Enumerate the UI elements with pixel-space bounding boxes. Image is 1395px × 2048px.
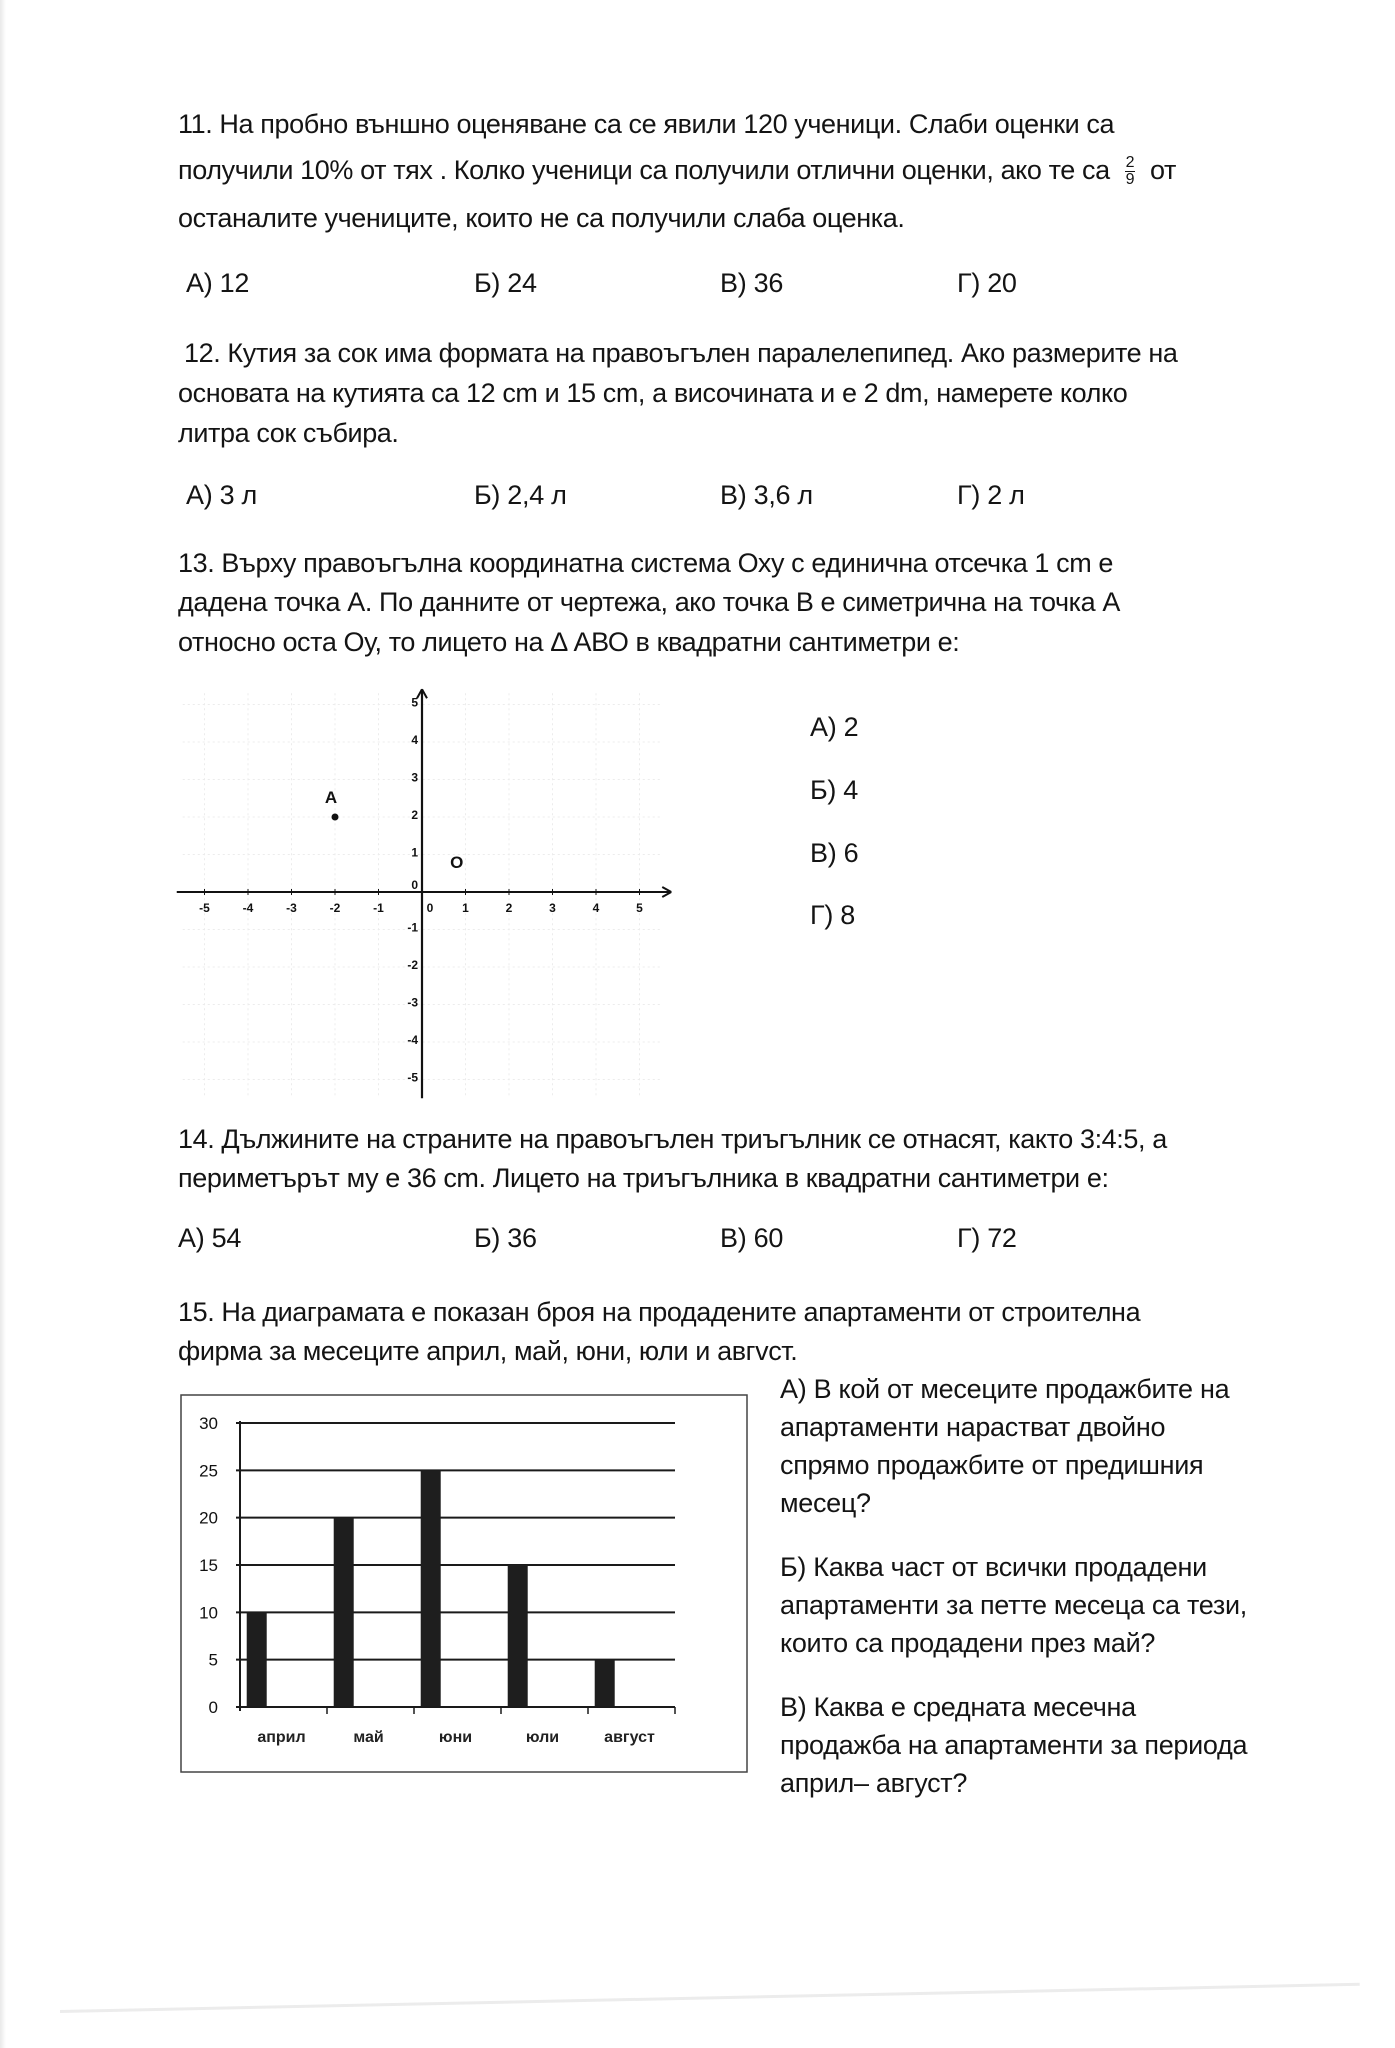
bar-август xyxy=(595,1660,615,1707)
y-tick-label: -3 xyxy=(407,995,418,1010)
fraction-numerator: 2 xyxy=(1125,154,1135,172)
chart-gridlines xyxy=(236,1423,675,1660)
y-tick-label: -4 xyxy=(407,1033,418,1047)
q12-option-b[interactable]: Б) 2,4 л xyxy=(474,480,567,510)
y-tick-label: 3 xyxy=(411,770,418,785)
y-tick-label: -2 xyxy=(407,958,418,972)
bar-юли xyxy=(508,1565,528,1707)
q13-line-3: относно оста Оу, то лицето на Δ АВО в квадратни сантиметри е: xyxy=(178,627,960,657)
chart-frame xyxy=(181,1395,747,1772)
y-tick-label: 2 xyxy=(411,808,418,822)
x-tick-label: -3 xyxy=(286,901,297,915)
point-o-label: O xyxy=(450,853,464,872)
q13-option-g[interactable]: Г) 8 xyxy=(810,900,855,930)
q14-option-g[interactable]: Г) 72 xyxy=(957,1223,1017,1253)
y-tick-label: 4 xyxy=(411,733,418,747)
x-tick-label: август xyxy=(604,1729,655,1746)
q11-line-3: останалите учениците, които не са получили слаба оценка. xyxy=(178,203,905,233)
x-tick-label: 0 xyxy=(426,901,434,915)
y-tick-label: -5 xyxy=(407,1070,418,1085)
q11-line-1: 11. На пробно външно оценяване са се явили 120 ученици. Слаби оценки са xyxy=(178,109,1115,139)
y-tick-label: 0 xyxy=(411,878,418,892)
coordinate-axes xyxy=(177,689,672,1098)
q12-option-v[interactable]: В) 3,6 л xyxy=(720,480,813,510)
x-tick-label: юни xyxy=(438,1729,473,1746)
q11-line-2 xyxy=(178,150,1176,190)
q13-line-1: 13. Върху правоъгълна координатна система Оху с единична отсечка 1 cm е xyxy=(178,548,1114,578)
q12-option-a[interactable]: А) 3 л xyxy=(186,480,257,510)
fraction-denominator: 9 xyxy=(1125,171,1135,189)
q15-c-line-1: В) Каква е средната месечна xyxy=(780,1692,1136,1722)
q11-option-v[interactable]: В) 36 xyxy=(720,268,784,298)
q15-a-line-3: спрямо продажбите от предишния xyxy=(780,1450,1204,1480)
x-tick-label: юли xyxy=(525,1729,560,1746)
x-tick-label: 5 xyxy=(636,901,643,915)
y-tick-label: 1 xyxy=(411,845,418,860)
q13-option-a[interactable]: А) 2 xyxy=(810,712,859,742)
q14-option-v[interactable]: В) 60 xyxy=(720,1223,784,1253)
q15-line-2: фирма за месеците април, май, юни, юли и авгvст. xyxy=(178,1336,798,1366)
q11-option-b[interactable]: Б) 24 xyxy=(474,268,537,298)
x-tick-label: май xyxy=(353,1729,384,1746)
q15-b-line-2: апартаменти за петте месеца са тези, xyxy=(780,1590,1247,1620)
q15-c-line-2: продажба на апартаменти за периода xyxy=(780,1730,1248,1760)
bar-юни xyxy=(421,1470,441,1707)
q15-subquestion-b xyxy=(780,1548,1290,1662)
point-a-label: A xyxy=(324,788,338,807)
x-tick-label: 4 xyxy=(592,901,600,915)
y-tick-label: 20 xyxy=(199,1508,218,1528)
point-a-marker xyxy=(332,814,339,821)
chart-x-tick-labels xyxy=(257,1729,655,1746)
bar-chart xyxy=(175,1385,755,1785)
y-tick-label: 5 xyxy=(411,695,418,710)
q13-option-v[interactable]: В) 6 xyxy=(810,838,859,868)
x-tick-label: -5 xyxy=(199,901,210,915)
y-tick-label: 10 xyxy=(199,1603,218,1623)
q15-b-line-1: Б) Каква част от всички продадени xyxy=(780,1552,1207,1582)
bar-април xyxy=(247,1612,267,1707)
q15-a-line-1: А) В кой от месеците продажбите на xyxy=(780,1374,1230,1404)
y-tick-label: 0 xyxy=(208,1698,218,1717)
chart-bars xyxy=(247,1470,615,1707)
q12-option-g[interactable]: Г) 2 л xyxy=(957,480,1025,510)
q15-a-line-4: месец? xyxy=(780,1488,871,1518)
scan-edge xyxy=(0,0,6,2048)
q14-option-b[interactable]: Б) 36 xyxy=(474,1223,537,1253)
q15-line-1: 15. На диаграмата е показан броя на продадените апартаменти от строителна xyxy=(178,1297,1141,1327)
q11-line-2-text: получили 10% от тях . Колко ученици са получили отлични оценки, ако те са xyxy=(178,155,1110,185)
q15-c-line-3: април– август? xyxy=(780,1768,968,1798)
y-tick-label: 15 xyxy=(199,1556,218,1575)
bar-май xyxy=(334,1518,354,1707)
chart-y-tick-labels xyxy=(199,1414,218,1717)
fraction-two-ninths xyxy=(1125,155,1135,188)
q11-option-g[interactable]: Г) 20 xyxy=(957,268,1017,298)
q12-line-2: основата на кутията са 12 cm и 15 cm, а височината и е 2 dm, намерете колко xyxy=(178,378,1128,408)
x-tick-label: 1 xyxy=(462,901,469,915)
coordinate-plot xyxy=(170,680,690,1100)
q12-line-1: 12. Кутия за сок има формата на правоъгълен паралелепипед. Ако размерите на xyxy=(184,338,1178,368)
q15-subquestion-a xyxy=(780,1370,1290,1522)
y-tick-label: 5 xyxy=(208,1650,218,1670)
x-tick-label: -1 xyxy=(373,901,384,915)
q14-option-a[interactable]: А) 54 xyxy=(178,1223,242,1253)
scan-shadow xyxy=(60,1983,1360,2013)
q11-line-2-end: от xyxy=(1149,155,1176,185)
q15-b-line-3: които са продадени през май? xyxy=(780,1628,1156,1658)
q13-line-2: дадена точка А. По данните от чертежа, ако точка В е симетрична на точка А xyxy=(178,587,1120,617)
coordinate-points xyxy=(325,788,464,872)
x-tick-label: 3 xyxy=(549,901,556,915)
q14-line-2: периметърът му е 36 cm. Лицето на триъгълника в квадратни сантиметри е: xyxy=(178,1163,1109,1193)
x-tick-label: -2 xyxy=(329,901,341,915)
q15-subquestion-c xyxy=(780,1688,1290,1802)
x-tick-label: 2 xyxy=(505,901,513,915)
q12-line-3: литра сок събира. xyxy=(178,418,399,448)
q14-line-1: 14. Дължините на страните на правоъгълен триъгълник се отнасят, както 3:4:5, а xyxy=(178,1124,1167,1154)
y-tick-label: 25 xyxy=(199,1461,218,1481)
x-tick-label: април xyxy=(257,1729,306,1746)
q11-option-a[interactable]: А) 12 xyxy=(186,268,250,298)
q15-a-line-2: апартаменти нарастват двойно xyxy=(780,1412,1166,1442)
x-tick-label: -4 xyxy=(242,901,254,915)
q13-option-b[interactable]: Б) 4 xyxy=(810,775,859,805)
y-tick-label: 30 xyxy=(199,1414,218,1433)
y-tick-label: -1 xyxy=(407,920,418,935)
